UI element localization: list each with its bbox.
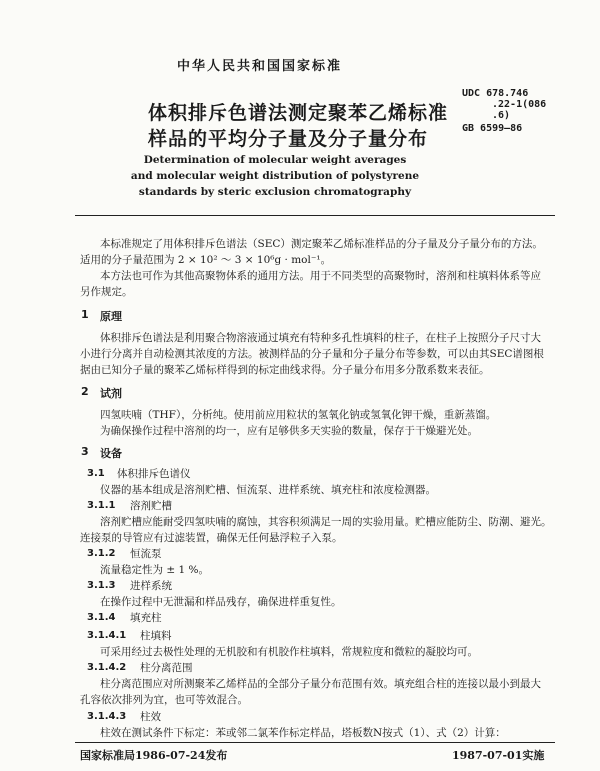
section-3-1-4-1-title: 柱填料 (140, 630, 172, 642)
title-en-line3: standards by steric exclusion chromatography (138, 186, 412, 198)
section-2-number: 2 (81, 385, 89, 398)
udc-code-line3: .6) (492, 110, 511, 121)
intro-line-1b: 适用的分子量范围为 2 × 10² ～ 3 × 10⁶g · mol⁻¹。 (80, 254, 332, 266)
section-3-1-1-para-a: 溶剂贮槽应能耐受四氢呋喃的腐蚀，其容积须满足一周的实验用量。贮槽应能防尘、防潮、避光。 (100, 516, 552, 528)
section-3-1-4-2-para-b: 孔容依次排列为宜，也可等效混合。 (80, 694, 248, 706)
section-3-1-1-para-b: 连接泵的导管应有过滤装置，确保无任何悬浮粒子入泵。 (80, 532, 343, 544)
section-3-1-1-title: 溶剂贮槽 (130, 500, 172, 512)
section-1-number: 1 (81, 308, 89, 321)
section-3-1-4-title: 填充柱 (130, 612, 162, 624)
section-3-number: 3 (81, 445, 89, 458)
intro-line-1a: 本标准规定了用体积排斥色谱法（SEC）测定聚苯乙烯标准样品的分子量及分子量分布的方法。 (100, 238, 543, 250)
header-rule (75, 215, 555, 216)
section-3-1-3-title: 进样系统 (130, 580, 172, 592)
section-3-1-4-3-para: 柱效在测试条件下标定：苯或邻二氯苯作标定样品，塔板数N按式（1）、式（2）计算： (100, 727, 506, 739)
section-1-para-a: 体积排斥色谱法是利用聚合物溶液通过填充有特种多孔性填料的柱子，在柱子上按照分子尺寸大 (100, 332, 541, 344)
section-3-1-para: 仪器的基本组成是溶剂贮槽、恒流泵、进样系统、填充柱和浓度检测器。 (100, 484, 436, 496)
section-2-title: 试剂 (100, 387, 122, 400)
standard-organization: 中华人民共和国国家标准 (177, 59, 343, 74)
section-3-1-1-number: 3.1.1 (87, 500, 116, 511)
section-3-1-2-number: 3.1.2 (87, 548, 116, 559)
section-2-para-2: 为确保操作过程中溶剂的均一，应有足够供多天实验的数量，保存于干燥避光处。 (100, 425, 478, 437)
gb-code: GB 6599—86 (462, 123, 523, 134)
title-cn-line2: 样品的平均分子量及分子量分布 (148, 128, 429, 150)
effective-date: 1987-07-01实施 (452, 749, 545, 762)
section-3-1-3-para: 在操作过程中无泄漏和样品残存，确保进样重复性。 (100, 596, 342, 608)
section-3-1-2-para: 流量稳定性为 ± 1 %。 (100, 564, 209, 576)
section-2-para-1: 四氢呋喃（THF），分析纯。使用前应用粒状的氢氧化钠或氢氧化钾干燥，重新蒸馏。 (100, 409, 497, 421)
section-3-1-4-2-title: 柱分离范围 (140, 662, 193, 674)
udc-code-line2: .22-1(086 (492, 99, 547, 110)
section-1-para-b: 小进行分离并自动检测其浓度的方法。被测样品的分子量和分子量分布等参数，可以由其SEC谱图根 (80, 348, 544, 360)
section-3-1-4-2-number: 3.1.4.2 (87, 662, 127, 673)
section-3-1-4-number: 3.1.4 (87, 612, 116, 623)
section-3-1-4-1-number: 3.1.4.1 (87, 630, 127, 641)
issued-date: 国家标准局1986-07-24发布 (80, 749, 228, 762)
section-3-1-4-3-title: 柱效 (140, 711, 161, 723)
intro-line-2b: 另作规定。 (80, 286, 133, 298)
section-3-1-4-1-para: 可采用经过去极性处理的无机胶和有机胶作柱填料，常规粒度和微粒的凝胶均可。 (100, 646, 478, 658)
section-1-para-c: 据由已知分子量的聚苯乙烯标样得到的标定曲线求得。分子量分布用多分散系数来表征。 (80, 364, 490, 376)
title-en-line1: Determination of molecular weight averages (143, 154, 407, 166)
intro-line-2a: 本方法也可作为其他高聚物体系的通用方法。用于不同类型的高聚物时，溶剂和柱填料体系等应 (100, 270, 541, 282)
footer-rule (75, 742, 555, 743)
section-3-1-3-number: 3.1.3 (87, 580, 116, 591)
title-cn-line1: 体积排斥色谱法测定聚苯乙烯标准 (148, 102, 449, 124)
udc-code-line1: UDC 678.746 (462, 88, 529, 99)
section-3-1-4-2-para-a: 柱分离范围应对所测聚苯乙烯样品的全部分子量分布范围有效。填充组合柱的连接以最小到最大 (100, 678, 541, 690)
title-en-line2: and molecular weight distribution of polystyrene (130, 170, 420, 182)
section-1-title: 原理 (100, 310, 122, 323)
section-3-1-4-3-number: 3.1.4.3 (87, 711, 127, 722)
section-3-1-2-title: 恒流泵 (130, 548, 162, 560)
section-3-1-title: 体积排斥色谱仪 (117, 468, 191, 480)
section-3-1-number: 3.1 (87, 468, 105, 479)
section-3-title: 设备 (100, 447, 122, 460)
